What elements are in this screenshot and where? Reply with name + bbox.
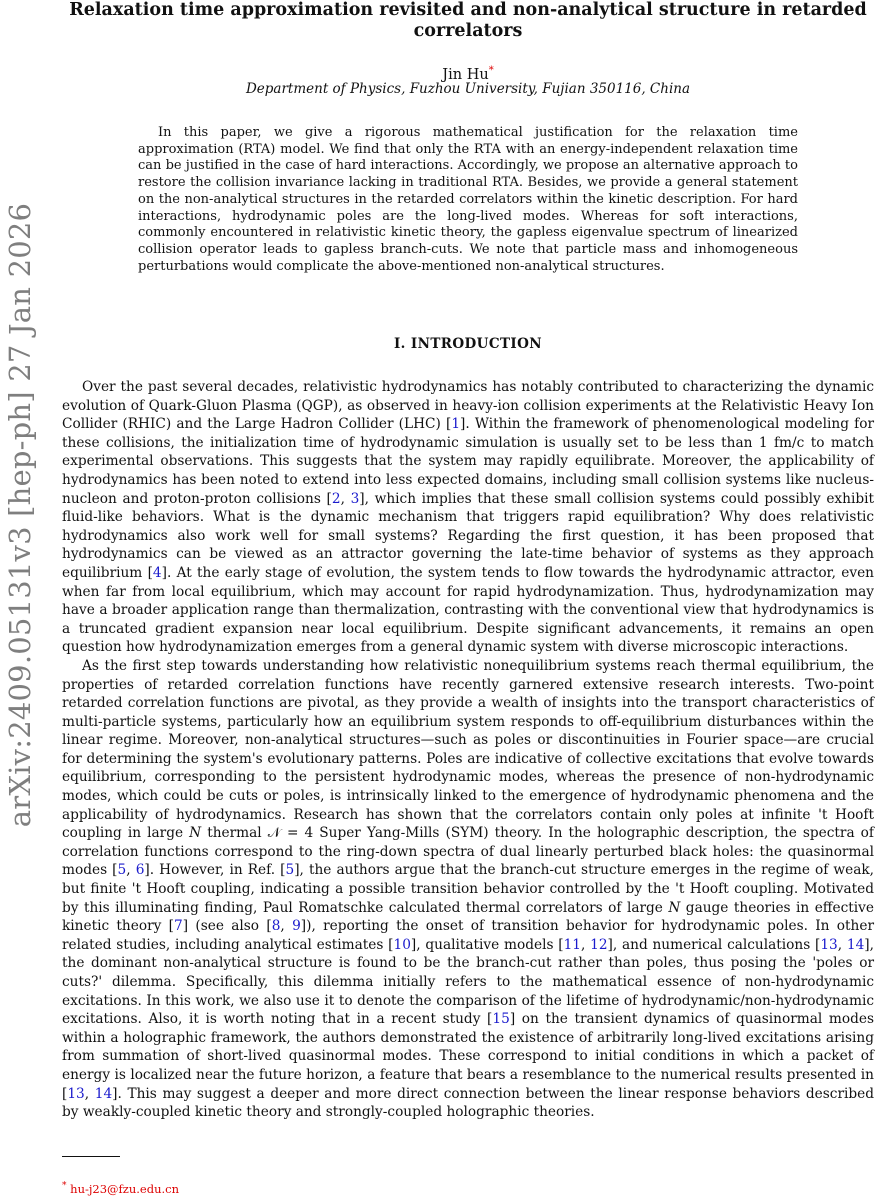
section-heading-introduction: I. INTRODUCTION <box>393 336 543 352</box>
citation-link[interactable]: 12 <box>590 936 608 953</box>
citation-link[interactable]: 1 <box>451 416 461 433</box>
arxiv-identifier: arXiv:2409.05131v3 [hep-ph] 27 Jan 2026 <box>3 202 37 828</box>
text-run: ], qualitative models [ <box>410 936 564 953</box>
text-run: ] on the transient dynamics of quasinormal modes within a holographic framework, the authors demonstrated the existence of arbitrarily long-lived excitations arising from summation of short-lived quasinormal modes. These correspond to initial conditions in which a packet of energy is localized near the future horizon, a feature that bears a resemblance to the numerical results presented in [ <box>62 1011 874 1102</box>
affiliation: Department of Physics, Fuzhou University, Fujian 350116, China <box>245 81 691 97</box>
text-run: , <box>280 918 293 935</box>
introduction-body <box>62 378 874 1122</box>
citation-link[interactable]: 14 <box>94 1085 113 1102</box>
paragraph-2 <box>62 657 874 1122</box>
math-symbol: 𝒩 <box>267 825 281 842</box>
paper-title: Relaxation time approximation revisited and non-analytical structure in retarded correlators <box>69 0 867 41</box>
citation-link[interactable]: 4 <box>152 564 162 581</box>
citation-link[interactable]: 5 <box>285 862 295 879</box>
text-run: ]. Within the framework of phenomenological modeling for these collisions, the initialization time of hydrodynamic simulation is usually set to be less than 1 fm/c to match experimental observations. This suggests that the system may rapidly equilibrate. Moreover, the applicability of hydrodynamics has been noted to extend into less expected domains, including small collision systems like nucleus-nucleon and proton-proton collisions [ <box>62 416 874 507</box>
text-run: , <box>340 490 351 507</box>
text-run: ]. At the early stage of evolution, the system tends to flow towards the hydrodynamic attractor, even when far from local equilibrium, which may account for rapid hydrodynamization. Thus, hydrodynamization may have a broader application range than thermalization, contrasting with the conventional view that hydrodynamics is a truncated gradient expansion near local equilibrium. Despite significant advancements, it remains an open question how hydrodynamization emerges from a general dynamic system with diverse microscopic interactions. <box>62 564 874 656</box>
citation-link[interactable]: 14 <box>846 936 865 953</box>
text-run: ], the dominant non-analytical structure is found to be the branch-cut rather than poles, thus posing the 'poles or cuts?' dilemma. Specifically, this dilemma initially refers to the mathematical essence of non-hydrodynamic excitations. In this work, we also use it to denote the comparison of the lifetime of hydrodynamic/non-hydrodynamic excitations. Also, it is worth noting that in a recent study [ <box>62 936 874 1028</box>
citation-link[interactable]: 13 <box>820 936 838 953</box>
text-run: Over the past several decades, relativistic hydrodynamics has notably contributed to characterizing the dynamic evolution of Quark-Gluon Plasma (QGP), as observed in heavy-ion collision experiments at the Relativistic Heavy Ion Collider (RHIC) and the Large Hadron Collider (LHC) [ <box>62 379 874 433</box>
text-run: = 4 Super Yang-Mills (SYM) theory. In the holographic description, the spectra of correlation functions correspond to the ring-down spectra of dual linearly perturbed black holes: the quasinormal modes [ <box>62 825 874 879</box>
citation-link[interactable]: 2 <box>331 490 341 507</box>
text-run: ]. This may suggest a deeper and more direct connection between the linear response behaviors described by weakly-coupled kinetic theory and strongly-coupled holographic theories. <box>62 1085 875 1121</box>
citation-link[interactable]: 15 <box>492 1011 510 1028</box>
citation-link[interactable]: 3 <box>350 490 360 507</box>
text-run: thermal <box>201 825 268 842</box>
citation-link[interactable]: 7 <box>174 918 183 935</box>
text-run: ], and numerical calculations [ <box>607 936 821 953</box>
citation-link[interactable]: 9 <box>292 918 301 935</box>
text-run: gauge theories in effective kinetic theory [ <box>62 899 874 935</box>
text-run: , <box>581 936 591 953</box>
text-run: ], the authors argue that the branch-cut structure emerges in the regime of weak, but finite 't Hooft coupling, indicating a possible transition behavior controlled by the 't Hooft coupling. Motivated by this illuminating finding, Paul Romatschke calculated thermal correlators of large <box>62 862 875 916</box>
footnote-divider <box>62 1156 120 1157</box>
text-run: ], which implies that these small collision systems could possibly exhibit fluid-like behaviors. What is the dynamic mechanism that triggers rapid equilibration? Why does relativistic hydrodynamics also work well for small systems? Regarding the first question, it has been proposed that hydrodynamics can be viewed as an attractor governing the late-time behavior of systems as they approach equilibrium [ <box>62 490 874 581</box>
paragraph-1 <box>62 378 874 657</box>
footnote-mark: * <box>62 1181 67 1191</box>
abstract: In this paper, we give a rigorous mathematical justification for the relaxation time approximation (RTA) model. We find that only the RTA with an energy-independent relaxation time can be justified in the case of hard interactions. Accordingly, we propose an alternative approach to restore the collision invariance lacking in traditional RTA. Besides, we provide a general statement on the non-analytical structures in the retarded correlators within the kinetic description. For hard interactions, hydrodynamic poles are the long-lived modes. Whereas for soft interactions, commonly encountered in relativistic kinetic theory, the gapless eigenvalue spectrum of linearized collision operator leads to gapless branch-cuts. We note that particle mass and inhomogeneous perturbations would complicate the above-mentioned non-analytical structures. <box>138 125 798 274</box>
author-email-link[interactable]: hu-j23@fzu.edu.cn <box>70 1181 180 1196</box>
math-symbol: N <box>189 825 202 842</box>
text-run: As the first step towards understanding how relativistic nonequilibrium systems reach thermal equilibrium, the properties of retarded correlation functions have recently garnered extensive research interests. Two-point retarded correlation functions are pivotal, as they provide a wealth of insights into the transport characteristics of multi-particle systems, particularly how an equilibrium system responds to off-equilibrium disturbances within the linear regime. Moreover, non-analytical structures—such as poles or discontinuities in Fourier space—are crucial for determining the system's evolutionary patterns. Poles are indicative of collective excitations that evolve towards equilibrium, corresponding to the persistent hydrodynamic modes, whereas the presence of non-hydrodynamic modes, which could be cuts or poles, is intrinsically linked to the emergence of hydrodynamic phenomena and the applicability of hydrodynamics. Research has shown that the correlators contain only poles at infinite 't Hooft coupling in large <box>62 657 874 842</box>
text-run: , <box>126 862 136 879</box>
citation-link[interactable]: 5 <box>117 862 127 879</box>
text-run: , <box>84 1085 95 1102</box>
text-run: ] (see also [ <box>182 918 272 935</box>
citation-link[interactable]: 8 <box>271 918 281 935</box>
author-name: Jin Hu <box>442 66 489 83</box>
citation-link[interactable]: 10 <box>393 936 411 953</box>
math-symbol: N <box>668 899 681 916</box>
text-run: , <box>837 936 847 953</box>
footnote <box>62 1181 179 1196</box>
text-run: ]. However, in Ref. [ <box>144 862 286 879</box>
author-footnote-mark[interactable]: * <box>488 65 494 76</box>
citation-link[interactable]: 13 <box>67 1085 85 1102</box>
citation-link[interactable]: 11 <box>563 936 581 953</box>
text-run: ]), reporting the onset of transition behavior for hydrodynamic poles. In other related studies, including analytical estimates [ <box>62 918 874 953</box>
citation-link[interactable]: 6 <box>135 862 145 879</box>
